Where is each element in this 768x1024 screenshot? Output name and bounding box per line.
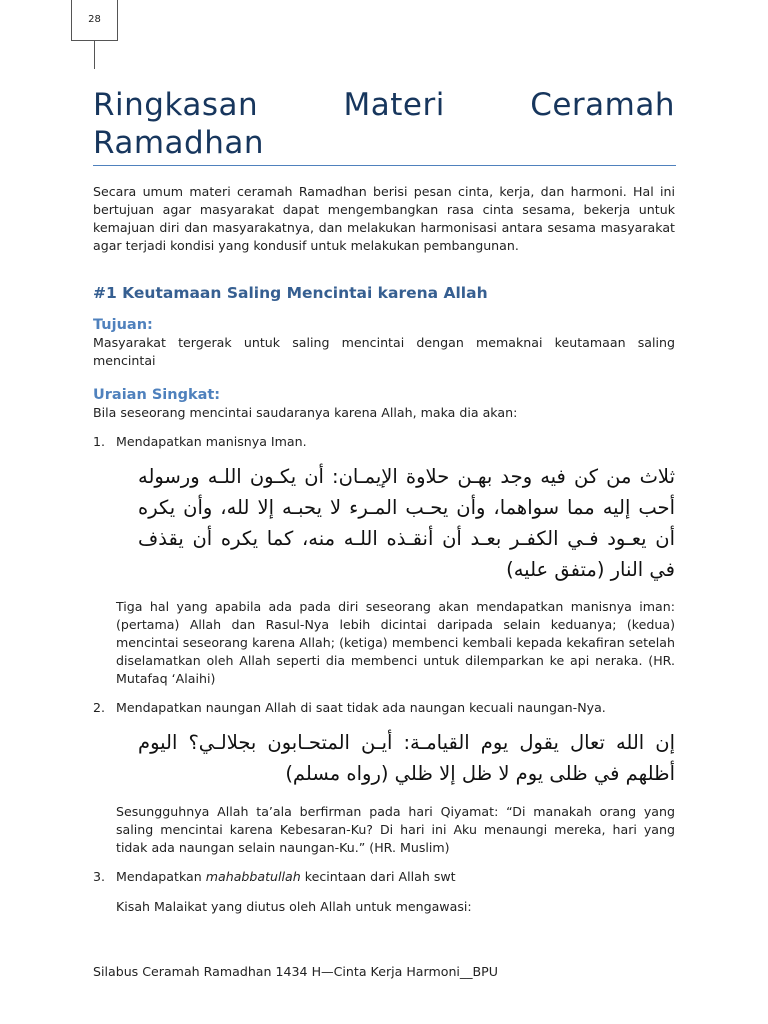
page-footer: Silabus Ceramah Ramadhan 1434 H—Cinta Kerja Harmoni__BPU <box>93 964 498 979</box>
list-item-emphasis: mahabbatullah <box>205 869 301 884</box>
list-item-text: Mendapatkan manisnya Iman. <box>116 434 307 449</box>
uraian-heading: Uraian Singkat: <box>93 387 221 403</box>
document-body <box>93 183 675 916</box>
page-number: 28 <box>71 0 118 41</box>
list-number: 1. <box>93 434 106 449</box>
list-item-1 <box>93 433 675 451</box>
page-title: Ringkasan Materi Ceramah Ramadhan <box>93 87 675 161</box>
list-item-text: Mendapatkan naungan Allah di saat tidak ada naungan kecuali naungan-Nya. <box>116 700 606 715</box>
list-number: 2. <box>93 700 106 715</box>
tujuan-text: Masyarakat tergerak untuk saling mencintai dengan memaknai keutamaan saling mencintai <box>93 335 675 368</box>
list-item-2 <box>93 699 675 717</box>
arabic-hadith-1: ثلاث من كن فيه وجد بهـن حلاوة الإيمـان: أن يكـون اللـه ورسوله أحب إليه مما سواهما، وأن يحـب المـرء لا يحبـه إلا لله، وأن يكره أن يعـود فـي الكفـر بعـد أن أنقـذه اللـه منه، كما يكره أن يقذف في النار (متفق عليه) <box>138 465 675 581</box>
tujuan-heading: Tujuan: <box>93 317 153 333</box>
uraian-text: Bila seseorang mencintai saudaranya karena Allah, maka dia akan: <box>93 405 518 420</box>
followup-text: Kisah Malaikat yang diutus oleh Allah untuk mengawasi: <box>116 899 472 914</box>
arabic-hadith-2: إن الله تعال يقول يوم القيامـة: أيـن المتحـابون بجلالـي؟ اليوم أظلهم في ظلى يوم لا ظل إلا ظلي (رواه مسلم) <box>138 731 675 785</box>
hadith-translation-2: Sesungguhnya Allah ta’ala berfirman pada hari Qiyamat: “Di manakah orang yang saling mencintai karena Kebesaran-Ku? Di hari ini Aku menaungi mereka, hari yang tidak ada naungan selain naungan-Ku.” (HR. Muslim) <box>116 804 675 855</box>
list-item-text-after: kecintaan dari Allah swt <box>300 869 456 884</box>
page-number-connector <box>94 40 95 69</box>
hadith-translation-1: Tiga hal yang apabila ada pada diri seseorang akan mendapatkan manisnya iman: (pertama) Allah dan Rasul-Nya lebih dicintai daripada selain keduanya; (kedua) mencintai seseorang karena Allah; (ketiga) membenci kembali kepada kekafiran setelah diselamatkan oleh Allah seperti dia membenci untuk dilemparkan ke api neraka. (HR. Mutafaq ‘Alaihi) <box>116 599 675 686</box>
list-item-text-before: Mendapatkan <box>116 869 206 884</box>
title-divider <box>93 165 676 166</box>
section-heading: #1 Keutamaan Saling Mencintai karena Allah <box>93 284 488 302</box>
list-item-3 <box>93 868 675 886</box>
intro-paragraph: Secara umum materi ceramah Ramadhan berisi pesan cinta, kerja, dan harmoni. Hal ini bertujuan agar masyarakat dapat mengembangkan rasa cinta sesama, bekerja untuk kemajuan diri dan masyarakatnya, dan melakukan harmonisasi antara sesama masyarakat agar terjadi kondisi yang kondusif untuk melakukan pembangunan. <box>93 184 675 253</box>
list-number: 3. <box>93 869 106 884</box>
